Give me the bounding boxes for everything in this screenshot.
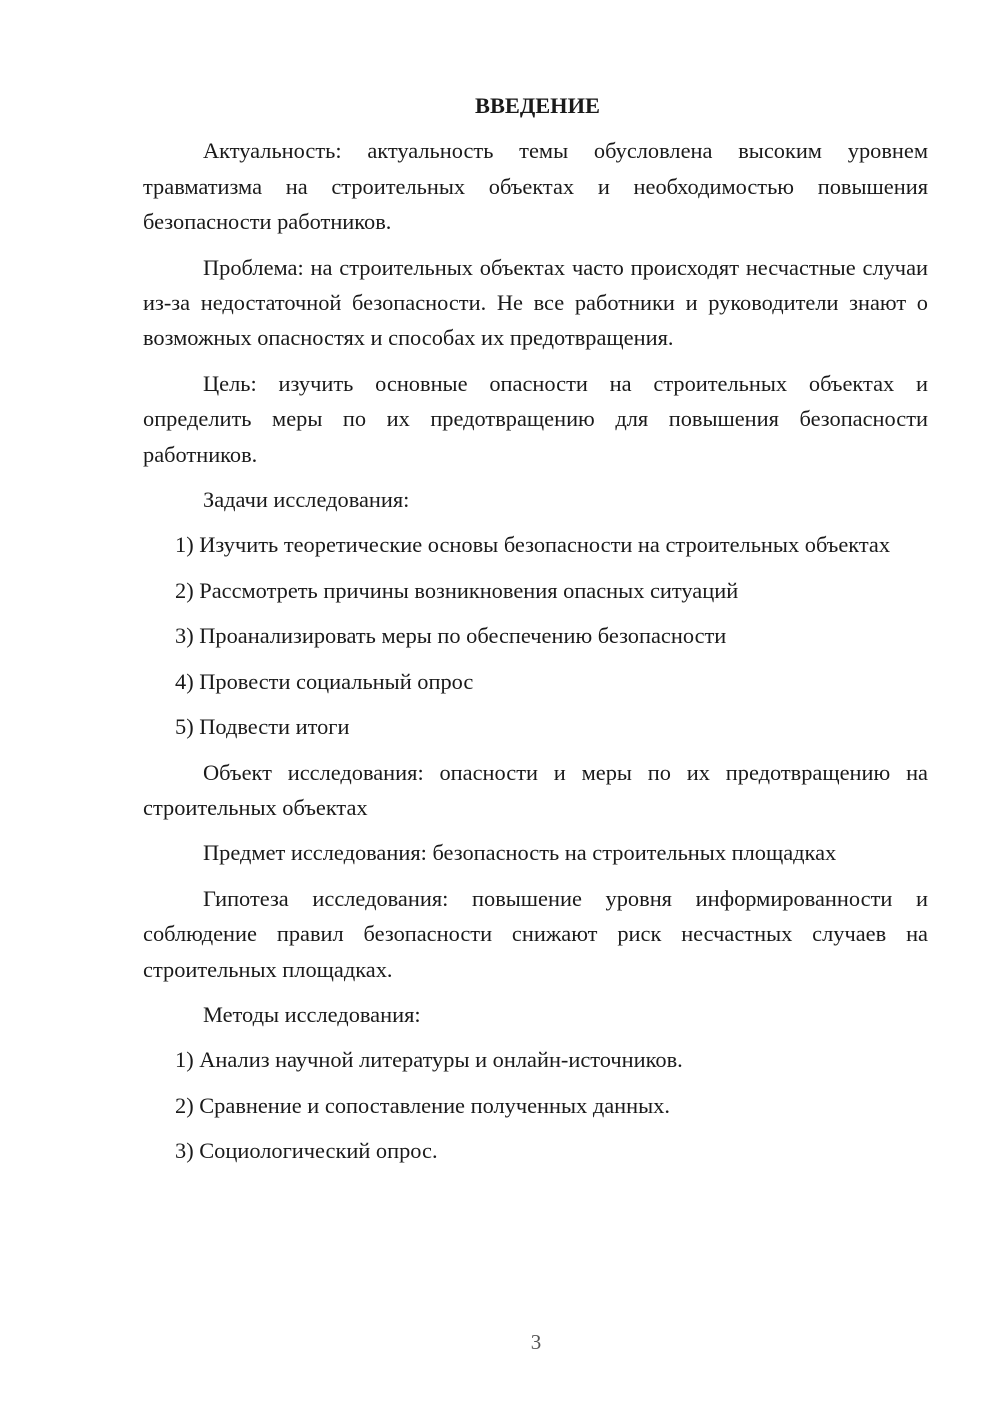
section-title: ВВЕДЕНИЕ <box>475 93 600 118</box>
task-item-4: 4) Провести социальный опрос <box>175 668 474 694</box>
methods-list <box>143 1042 928 1168</box>
method-item-2: 2) Сравнение и сопоставление полученных данных. <box>175 1092 670 1118</box>
hypothesis-paragraph: Гипотеза исследования: повышение уровня информированности и соблюдение правил безопасности снижают риск несчастных случаев на строительных площадках. <box>143 885 928 982</box>
relevance-paragraph: Актуальность: актуальность темы обусловлена высоким уровнем травматизма на строительных объектах и необходимостью повышения безопасности работников. <box>143 138 928 235</box>
task-item-3: 3) Проанализировать меры по обеспечению безопасности <box>175 623 727 649</box>
method-item-1: 1) Анализ научной литературы и онлайн-источников. <box>175 1047 683 1073</box>
task-item-2: 2) Рассмотреть причины возникновения опасных ситуаций <box>175 577 739 603</box>
goal-paragraph: Цель: изучить основные опасности на строительных объектах и определить меры по их предотвращению для повышения безопасности работников. <box>143 370 928 467</box>
method-item-3: 3) Социологический опрос. <box>175 1138 438 1164</box>
object-paragraph: Объект исследования: опасности и меры по их предотвращению на строительных объектах <box>143 759 928 820</box>
task-item-5: 5) Подвести итоги <box>175 714 350 740</box>
tasks-list <box>143 527 928 744</box>
problem-paragraph: Проблема: на строительных объектах часто происходят несчастные случаи из-за недостаточной безопасности. Не все работники и руководители знают о возможных опасностях и способах их предотвращения. <box>143 254 928 351</box>
tasks-heading: Задачи исследования: <box>203 487 410 513</box>
task-item-1: 1) Изучить теоретические основы безопасности на строительных объектах <box>175 532 891 558</box>
subject-paragraph: Предмет исследования: безопасность на строительных площадках <box>203 840 837 866</box>
methods-heading: Методы исследования: <box>203 1001 421 1027</box>
document-body <box>143 88 928 1179</box>
page-number: 3 <box>530 1330 542 1354</box>
